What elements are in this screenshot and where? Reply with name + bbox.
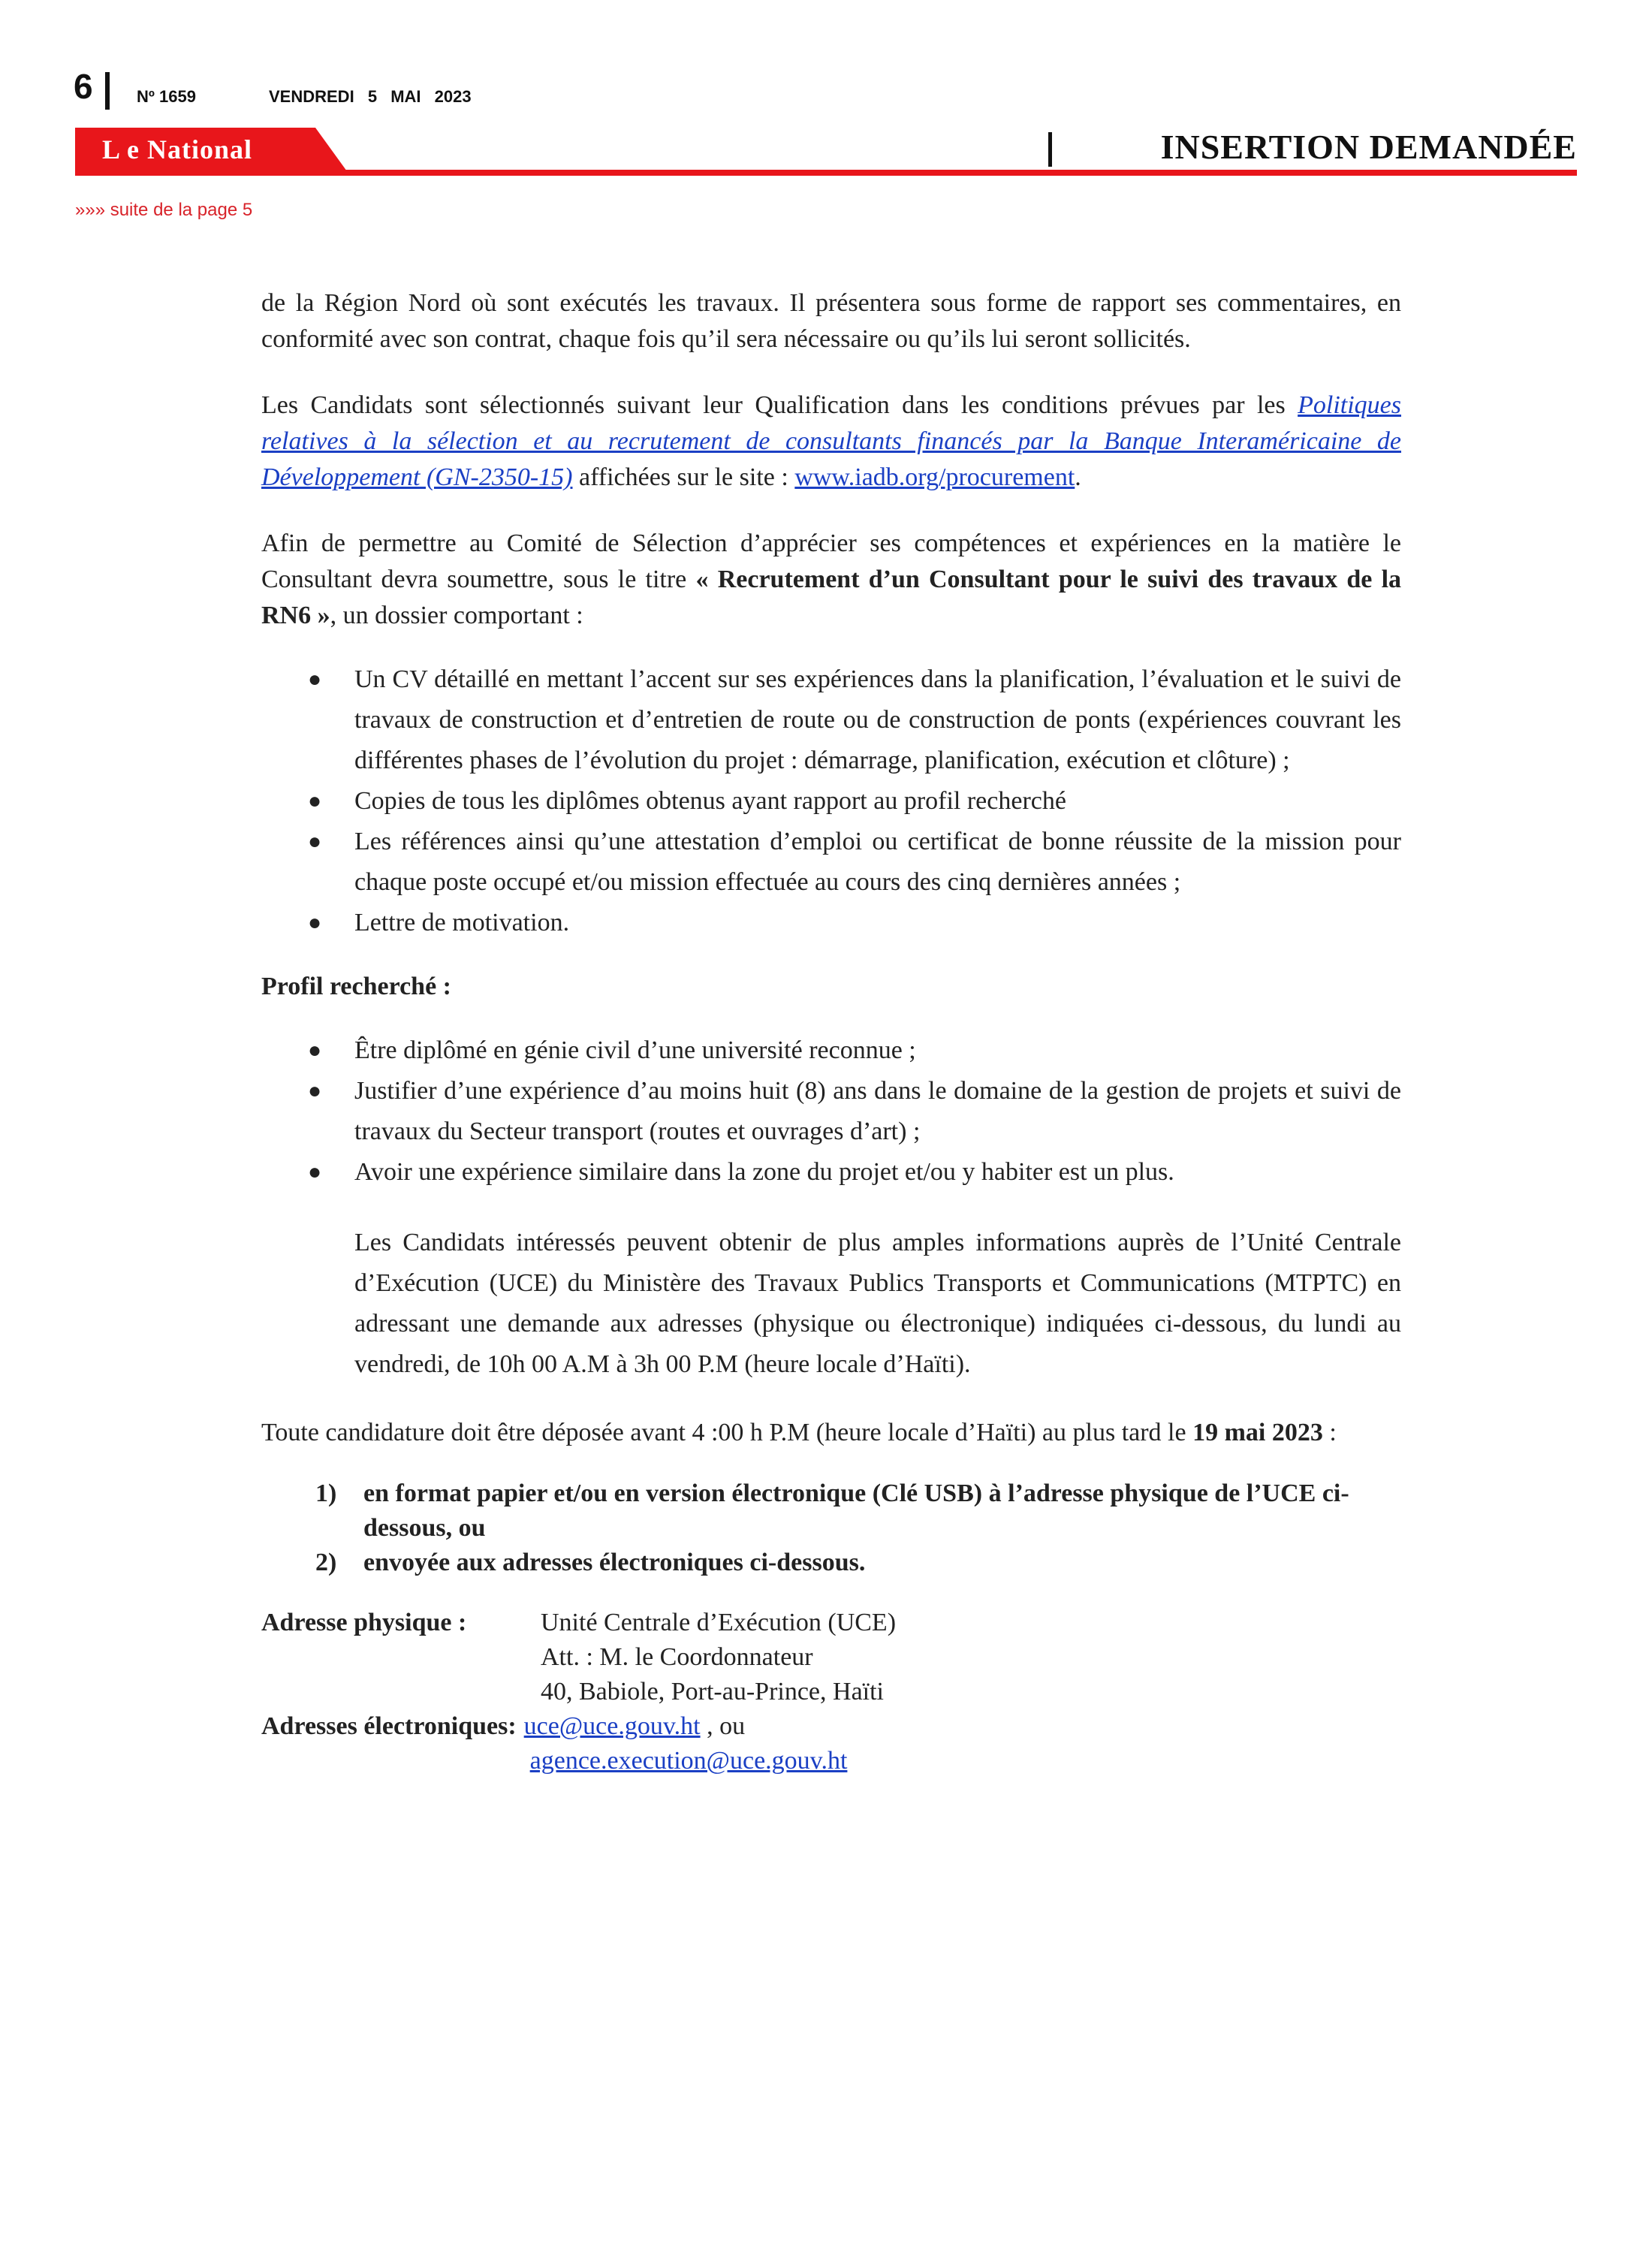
header-rule: [75, 170, 1577, 176]
section-title: INSERTION DEMANDÉE: [1160, 128, 1577, 166]
address-line: 40, Babiole, Port-au-Prince, Haïti: [541, 1678, 885, 1706]
paragraph-information: Les Candidats intéressés peuvent obtenir de plus amples informations auprès de l’Unité Centrale d’Exécution (UCE) du Ministère des Travaux Publics Transports et Communications (MTPTC) en adressant une demande aux adresses (physique ou électronique) indiquées ci-dessous, du lundi au vendredi, de 10h 00 A.M à 3h 00 P.M (heure locale d’Haïti).: [354, 1229, 1401, 1378]
dossier-list: [261, 659, 1401, 943]
bullet-icon: ●: [308, 667, 322, 692]
address-line: Att. : M. le Coordonnateur: [541, 1643, 813, 1671]
profile-list: [261, 1030, 1401, 1193]
bullet-icon: ●: [308, 1038, 322, 1063]
email-label: Adresses électroniques:: [261, 1712, 517, 1740]
list-item: 2) envoyée aux adresses électroniques ci-dessous.: [315, 1549, 866, 1576]
email-agence-link[interactable]: agence.execution@uce.gouv.ht: [529, 1747, 848, 1775]
policy-link[interactable]: Politiques relatives à la sélection et au recrutement de consultants financés par la Banque Interaméricaine de Développement (GN-2350-15): [261, 391, 1401, 491]
continued-from-note: »»» suite de la page 5: [75, 200, 253, 220]
page-number: 6: [74, 67, 93, 106]
paragraph-selection: Les Candidats sont sélectionnés suivant leur Qualification dans les conditions prévues par les Politiques relatives à la sélection et au recrutement de consultants financés par la Banque Interaméricaine de Développement (GN-2350-15) affichées sur le site : www.iadb.org/procurement.: [261, 391, 1401, 491]
profile-heading: Profil recherché :: [261, 973, 452, 1000]
issue-number: Nº 1659: [137, 87, 196, 106]
issue-date: [269, 87, 472, 107]
bullet-icon: ●: [308, 1160, 322, 1184]
page-number-divider: [105, 72, 110, 110]
physical-address-block: [261, 1606, 1401, 1709]
bullet-icon: ●: [308, 789, 322, 813]
list-item: ● Lettre de motivation.: [261, 903, 1401, 943]
submission-steps: [261, 1476, 1401, 1580]
bullet-icon: ●: [308, 1078, 322, 1103]
article-body: [261, 285, 1401, 1778]
email-address-block: Adresses électroniques: uce@uce.gouv.ht , ou agence.execution@uce.gouv.ht: [261, 1709, 1401, 1778]
list-item: ● Les références ainsi qu’une attestation d’emploi ou certificat de bonne réussite de la mission pour chaque poste occupé et/ou mission effectuée au cours des cinq dernières années ;: [261, 822, 1401, 903]
email-uce-link[interactable]: uce@uce.gouv.ht: [523, 1712, 701, 1740]
list-item: ● Un CV détaillé en mettant l’accent sur ses expériences dans la planification, l’évaluation et le suivi de travaux de construction et d’entretien de route ou de construction de ponts (expériences couvrant les différentes phases de l’évolution du projet : démarrage, planification, exécution et clôture) ;: [261, 659, 1401, 781]
paragraph-dossier: Afin de permettre au Comité de Sélection d’apprécier ses compétences et expériences en la matière le Consultant devra soumettre, sous le titre « Recrutement d’un Consultant pour le suivi des travaux de la RN6 », un dossier comportant :: [261, 529, 1402, 629]
address-line: Unité Centrale d’Exécution (UCE): [541, 1609, 897, 1636]
brand-logo: L e National: [102, 134, 253, 164]
section-divider: [1048, 132, 1052, 167]
date-year: 2023: [434, 87, 472, 106]
iadb-procurement-link[interactable]: www.iadb.org/procurement: [794, 463, 1075, 491]
list-item: ● Justifier d’une expérience d’au moins huit (8) ans dans le domaine de la gestion de projets et suivi de travaux du Secteur transport (routes et ouvrages d’art) ;: [261, 1071, 1401, 1152]
date-month: MAI: [390, 87, 421, 106]
dossier-title: « Recrutement d’un Consultant pour le suivi des travaux de la RN6 »: [261, 566, 1402, 629]
list-item: ● Copies de tous les diplômes obtenus ayant rapport au profil recherché: [261, 781, 1401, 822]
date-day: 5: [367, 87, 378, 106]
physical-address-label: Adresse physique :: [261, 1609, 467, 1636]
bullet-icon: ●: [308, 910, 322, 935]
paragraph-intro: de la Région Nord où sont exécutés les travaux. Il présentera sous forme de rapport ses commentaires, en conformité avec son contrat, chaque fois qu’il sera nécessaire ou qu’ils lui seront sollicités.: [261, 289, 1401, 353]
list-item: ● Avoir une expérience similaire dans la zone du projet et/ou y habiter est un plus.: [261, 1152, 1401, 1193]
paragraph-deadline: Toute candidature doit être déposée avant 4 :00 h P.M (heure locale d’Haïti) au plus tard le 19 mai 2023 :: [261, 1419, 1337, 1446]
list-item: ● Être diplômé en génie civil d’une université reconnue ;: [261, 1030, 1401, 1071]
deadline-date: 19 mai 2023: [1192, 1419, 1323, 1446]
list-item: 1) en format papier et/ou en version électronique (Clé USB) à l’adresse physique de l’UCE ci-dessous, ou: [315, 1479, 1349, 1542]
bullet-icon: ●: [308, 829, 322, 854]
date-weekday: VENDREDI: [269, 87, 354, 106]
